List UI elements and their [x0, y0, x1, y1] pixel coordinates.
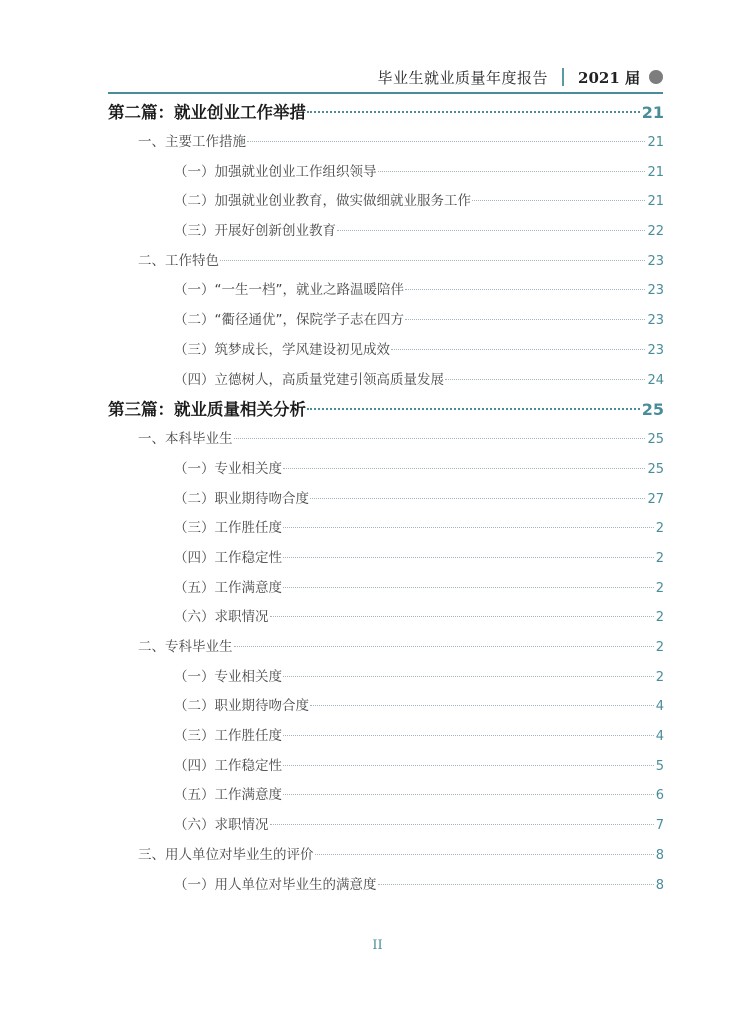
- toc-part-entry[interactable]: [108, 395, 664, 425]
- dot-leader: [307, 408, 640, 410]
- dot-leader: [283, 557, 654, 558]
- dot-leader: [283, 527, 654, 528]
- toc-entry-title: （三）工作胜任度: [174, 520, 282, 537]
- toc-entry-page: 23: [647, 253, 664, 269]
- dot-leader: [234, 646, 654, 647]
- toc-subsection-entry[interactable]: [108, 336, 664, 366]
- dot-leader: [270, 824, 654, 825]
- toc-entry-title: （二）加强就业创业教育，做实做细就业服务工作: [174, 193, 471, 210]
- toc-entry-page: 21: [647, 194, 664, 210]
- dot-leader: [307, 111, 640, 113]
- dot-leader: [220, 260, 645, 261]
- toc-entry-page: 4: [655, 729, 664, 745]
- toc-section-entry[interactable]: [108, 841, 664, 871]
- toc-entry-title: 一、本科毕业生: [138, 431, 233, 448]
- toc-entry-page: 2: [655, 521, 664, 537]
- toc-subsection-entry[interactable]: [108, 455, 664, 485]
- toc-entry-title: （六）求职情况: [174, 609, 269, 626]
- toc-subsection-entry[interactable]: [108, 485, 664, 515]
- toc-subsection-entry[interactable]: [108, 781, 664, 811]
- toc-section-entry[interactable]: [108, 128, 664, 158]
- toc-entry-title: （一）专业相关度: [174, 668, 282, 685]
- toc-subsection-entry[interactable]: [108, 574, 664, 604]
- toc-entry-title: （一）用人单位对毕业生的满意度: [174, 876, 377, 893]
- toc-entry-title: （二）职业期待吻合度: [174, 698, 309, 715]
- toc-entry-title: （三）开展好创新创业教育: [174, 223, 336, 240]
- report-year: 2021 届: [578, 68, 640, 87]
- toc-entry-page: 25: [641, 400, 664, 420]
- toc-entry-page: 4: [655, 699, 664, 715]
- toc-entry-title: （四）工作稳定性: [174, 757, 282, 774]
- dot-leader: [283, 735, 654, 736]
- circle-icon: [649, 70, 663, 84]
- toc-section-entry[interactable]: [108, 633, 664, 663]
- toc-entry-title: （四）工作稳定性: [174, 549, 282, 566]
- table-of-contents: [108, 98, 664, 900]
- toc-entry-page: 24: [647, 372, 664, 388]
- toc-section-entry[interactable]: [108, 247, 664, 277]
- toc-entry-title: （一）加强就业创业工作组织领导: [174, 163, 377, 180]
- dot-leader: [283, 587, 654, 588]
- toc-entry-title: （六）求职情况: [174, 817, 269, 834]
- toc-entry-page: 6: [655, 788, 664, 804]
- toc-subsection-entry[interactable]: [108, 217, 664, 247]
- toc-subsection-entry[interactable]: [108, 306, 664, 336]
- header-rule: [108, 92, 663, 94]
- dot-leader: [270, 616, 654, 617]
- dot-leader: [283, 676, 654, 677]
- running-header: [108, 64, 663, 90]
- dot-leader: [391, 349, 645, 350]
- toc-entry-page: 27: [647, 491, 664, 507]
- toc-entry-page: 7: [655, 818, 664, 834]
- toc-entry-title: （一）“一生一档”，就业之路温暖陪伴: [174, 282, 404, 299]
- dot-leader: [472, 200, 645, 201]
- dot-leader: [283, 765, 654, 766]
- dot-leader: [247, 141, 645, 142]
- toc-entry-title: 三、用人单位对毕业生的评价: [138, 846, 314, 863]
- toc-entry-page: 5: [655, 758, 664, 774]
- toc-entry-page: 25: [647, 461, 664, 477]
- toc-entry-page: 25: [647, 432, 664, 448]
- toc-entry-page: 23: [647, 342, 664, 358]
- toc-entry-page: 2: [655, 669, 664, 685]
- toc-entry-page: 21: [647, 164, 664, 180]
- toc-subsection-entry[interactable]: [108, 722, 664, 752]
- toc-subsection-entry[interactable]: [108, 811, 664, 841]
- dot-leader: [378, 171, 646, 172]
- toc-entry-page: 22: [647, 224, 664, 240]
- toc-entry-title: （三）工作胜任度: [174, 728, 282, 745]
- toc-entry-page: 2: [655, 580, 664, 596]
- toc-entry-page: 2: [655, 550, 664, 566]
- toc-subsection-entry[interactable]: [108, 514, 664, 544]
- toc-entry-page: 2: [655, 640, 664, 655]
- toc-entry-title: 二、专科毕业生: [138, 639, 233, 655]
- toc-subsection-entry[interactable]: [108, 187, 664, 217]
- toc-entry-page: 21: [641, 103, 664, 122]
- dot-leader: [405, 319, 645, 320]
- toc-subsection-entry[interactable]: [108, 752, 664, 782]
- toc-entry-page: 23: [647, 313, 664, 329]
- toc-subsection-entry[interactable]: [108, 276, 664, 306]
- toc-entry-title: （二）职业期待吻合度: [174, 490, 309, 507]
- toc-entry-title: 第三篇：就业质量相关分析: [108, 400, 306, 420]
- toc-subsection-entry[interactable]: [108, 366, 664, 396]
- toc-entry-title: （三）筑梦成长，学风建设初见成效: [174, 341, 390, 358]
- toc-subsection-entry[interactable]: [108, 544, 664, 574]
- header-separator: [562, 68, 564, 86]
- dot-leader: [234, 438, 646, 439]
- toc-entry-title: （五）工作满意度: [174, 579, 282, 596]
- dot-leader: [378, 884, 654, 885]
- toc-entry-page: 23: [647, 283, 664, 299]
- dot-leader: [310, 705, 654, 706]
- toc-entry-title: （五）工作满意度: [174, 787, 282, 804]
- toc-entry-page: 8: [655, 847, 664, 863]
- toc-part-entry[interactable]: [108, 98, 664, 128]
- toc-subsection-entry[interactable]: [108, 158, 664, 188]
- page-number: II: [372, 938, 383, 953]
- dot-leader: [283, 794, 654, 795]
- dot-leader: [310, 498, 645, 499]
- toc-entry-page: 2: [655, 610, 664, 626]
- dot-leader: [405, 289, 645, 290]
- toc-subsection-entry[interactable]: [108, 663, 664, 693]
- toc-entry-title: 二、工作特色: [138, 252, 219, 269]
- toc-entry-title: （四）立德树人，高质量党建引领高质量发展: [174, 371, 444, 388]
- dot-leader: [315, 854, 654, 855]
- toc-entry-title: （二）“衢径通优”，保院学子志在四方: [174, 312, 404, 329]
- report-title: 毕业生就业质量年度报告: [377, 68, 549, 87]
- toc-entry-page: 21: [647, 135, 664, 150]
- toc-section-entry[interactable]: [108, 425, 664, 455]
- toc-subsection-entry[interactable]: [108, 692, 664, 722]
- dot-leader: [445, 379, 645, 380]
- toc-entry-title: （一）专业相关度: [174, 460, 282, 477]
- toc-subsection-entry[interactable]: [108, 871, 664, 901]
- dot-leader: [283, 468, 645, 469]
- toc-entry-page: 8: [655, 877, 664, 893]
- toc-entry-title: 第二篇：就业创业工作举措: [108, 103, 306, 122]
- dot-leader: [337, 230, 645, 231]
- toc-entry-title: 一、主要工作措施: [138, 134, 246, 150]
- toc-subsection-entry[interactable]: [108, 603, 664, 633]
